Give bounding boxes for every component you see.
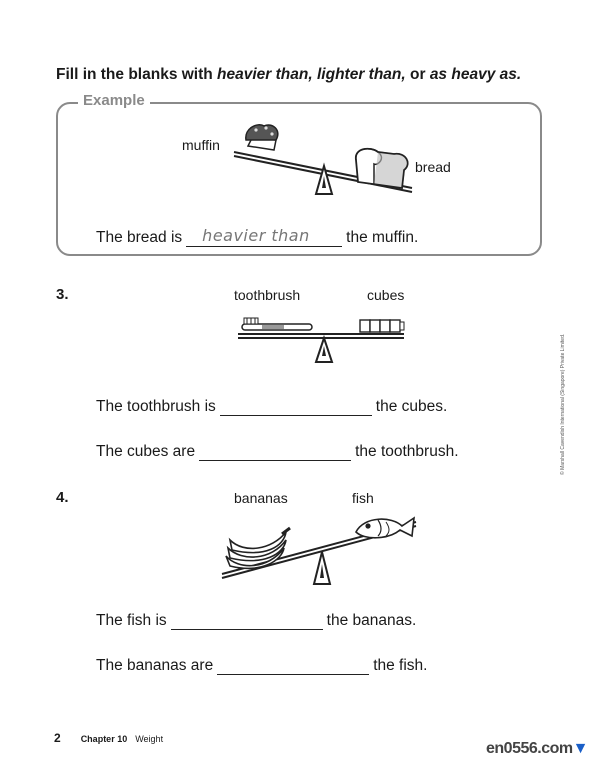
q4-s2-start: The bananas are — [96, 657, 214, 674]
instruction-joiner: or — [410, 66, 426, 83]
question-4-number: 4. — [56, 489, 69, 506]
instruction-lead: Fill in the blanks with — [56, 66, 213, 83]
q3-blank-2[interactable] — [199, 459, 351, 461]
chapter-label: Chapter 10 — [80, 734, 128, 744]
q4-blank-2[interactable] — [217, 673, 369, 675]
q4-blank-1[interactable] — [171, 628, 323, 630]
example-right-item: bread — [415, 159, 451, 175]
watermark-text: en0556.com — [486, 740, 573, 757]
option-lighter: lighter than, — [316, 66, 406, 83]
option-as-heavy: as heavy as. — [429, 66, 522, 83]
instruction — [56, 66, 521, 84]
copyright-note — [550, 315, 564, 475]
q3-s2-start: The cubes are — [96, 443, 196, 460]
q4-right-item: fish — [352, 490, 374, 506]
q3-s2-end: the toothbrush. — [355, 443, 459, 460]
page-footer — [54, 731, 163, 745]
watermark — [486, 740, 588, 758]
example-sentence-start: The bread is — [96, 229, 183, 246]
q3-sentence-1 — [96, 398, 447, 416]
seesaw-toothbrush-cubes-icon — [232, 312, 412, 364]
q3-right-item: cubes — [367, 287, 405, 303]
copyright-text: © Marshall Cavendish International (Singapore) Private Limited. — [560, 333, 566, 475]
q3-s1-end: the cubes. — [375, 398, 448, 415]
q4-sentence-1 — [96, 612, 416, 630]
example-answer-blank — [186, 228, 342, 247]
example-label: Example — [78, 92, 150, 109]
seesaw-bananas-fish-icon — [218, 508, 422, 588]
q4-s2-end: the fish. — [373, 657, 428, 674]
q3-s1-start: The toothbrush is — [96, 398, 216, 415]
q4-sentence-2 — [96, 657, 427, 675]
example-answer: heavier than — [202, 226, 310, 245]
arrow-icon: ▼ — [572, 740, 588, 757]
seesaw-muffin-bread-icon — [228, 118, 418, 204]
q3-left-item: toothbrush — [234, 287, 301, 303]
q4-left-item: bananas — [234, 490, 288, 506]
example-left-item: muffin — [182, 137, 220, 153]
example-sentence-end: the muffin. — [346, 229, 419, 246]
option-heavier: heavier than, — [217, 66, 313, 83]
example-sentence — [96, 228, 418, 247]
q4-s1-start: The fish is — [96, 612, 167, 629]
chapter-topic: Weight — [135, 734, 164, 744]
page-number: 2 — [54, 731, 61, 745]
q3-sentence-2 — [96, 443, 459, 461]
q4-s1-end: the bananas. — [326, 612, 417, 629]
question-3-number: 3. — [56, 286, 69, 303]
q3-blank-1[interactable] — [220, 414, 372, 416]
